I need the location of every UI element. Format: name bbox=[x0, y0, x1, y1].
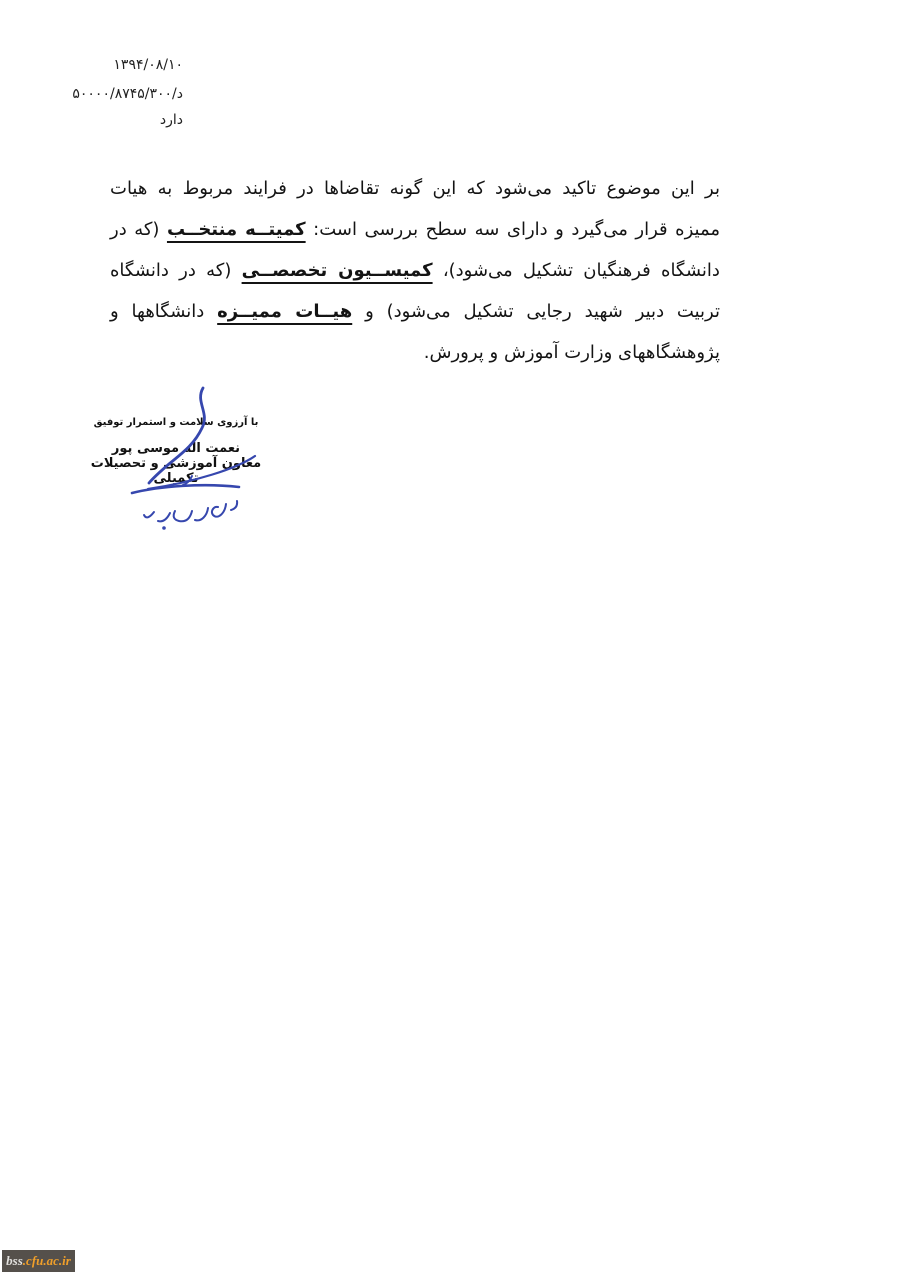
footer-url-badge bbox=[2, 1250, 75, 1272]
body-line-4 bbox=[110, 291, 720, 332]
body-text-segment: دانشگاهها و bbox=[110, 301, 205, 322]
footer-url-prefix: bss bbox=[6, 1253, 23, 1268]
body-text-segment: (که در دانشگاه bbox=[110, 260, 232, 281]
body-line-5 bbox=[110, 332, 720, 373]
letter-body bbox=[110, 168, 720, 373]
signatory-name: نعمت اله موسی پور bbox=[111, 441, 241, 456]
letter-ref-number: د/۵۰۰۰۰/۸۷۴۵/۳۰۰ bbox=[72, 86, 183, 102]
body-line-2 bbox=[110, 209, 720, 250]
letter-attachment-indicator: دارد bbox=[159, 112, 183, 128]
letter-date: ۱۳۹۴/۰۸/۱۰ bbox=[113, 57, 183, 73]
body-text-segment: پژوهشگاههای وزارت آموزش و پرورش. bbox=[423, 342, 720, 363]
body-text-segment: ممیزه قرار می‌گیرد و دارای سه سطح بررسی است: bbox=[313, 219, 720, 240]
body-text-segment: (که در bbox=[110, 219, 160, 240]
body-text-segment: بر این موضوع تاکید می‌شود که این گونه تقاضاها در فرایند مربوط به هیات bbox=[110, 178, 720, 199]
body-bold-segment: کمیســیون تخصصــی bbox=[241, 260, 433, 281]
body-bold-segment: هیــات ممیــزه bbox=[217, 301, 353, 322]
body-text-segment: تربیت دبیر شهید رجایی تشکیل می‌شود) و bbox=[365, 301, 720, 322]
body-line-1 bbox=[110, 168, 720, 209]
footer-url-suffix: .cfu.ac.ir bbox=[22, 1253, 71, 1268]
body-line-3 bbox=[110, 250, 720, 291]
signature-block bbox=[90, 417, 262, 486]
signatory-title: معاون آموزشی و تحصیلات تکمیلی bbox=[90, 456, 262, 486]
body-bold-segment: کمیتــه منتخــب bbox=[166, 219, 306, 240]
body-text-segment: دانشگاه فرهنگیان تشکیل می‌شود)، bbox=[442, 260, 720, 281]
signature-blessing: با آرزوی سلامت و استمرار توفیق bbox=[93, 417, 259, 428]
